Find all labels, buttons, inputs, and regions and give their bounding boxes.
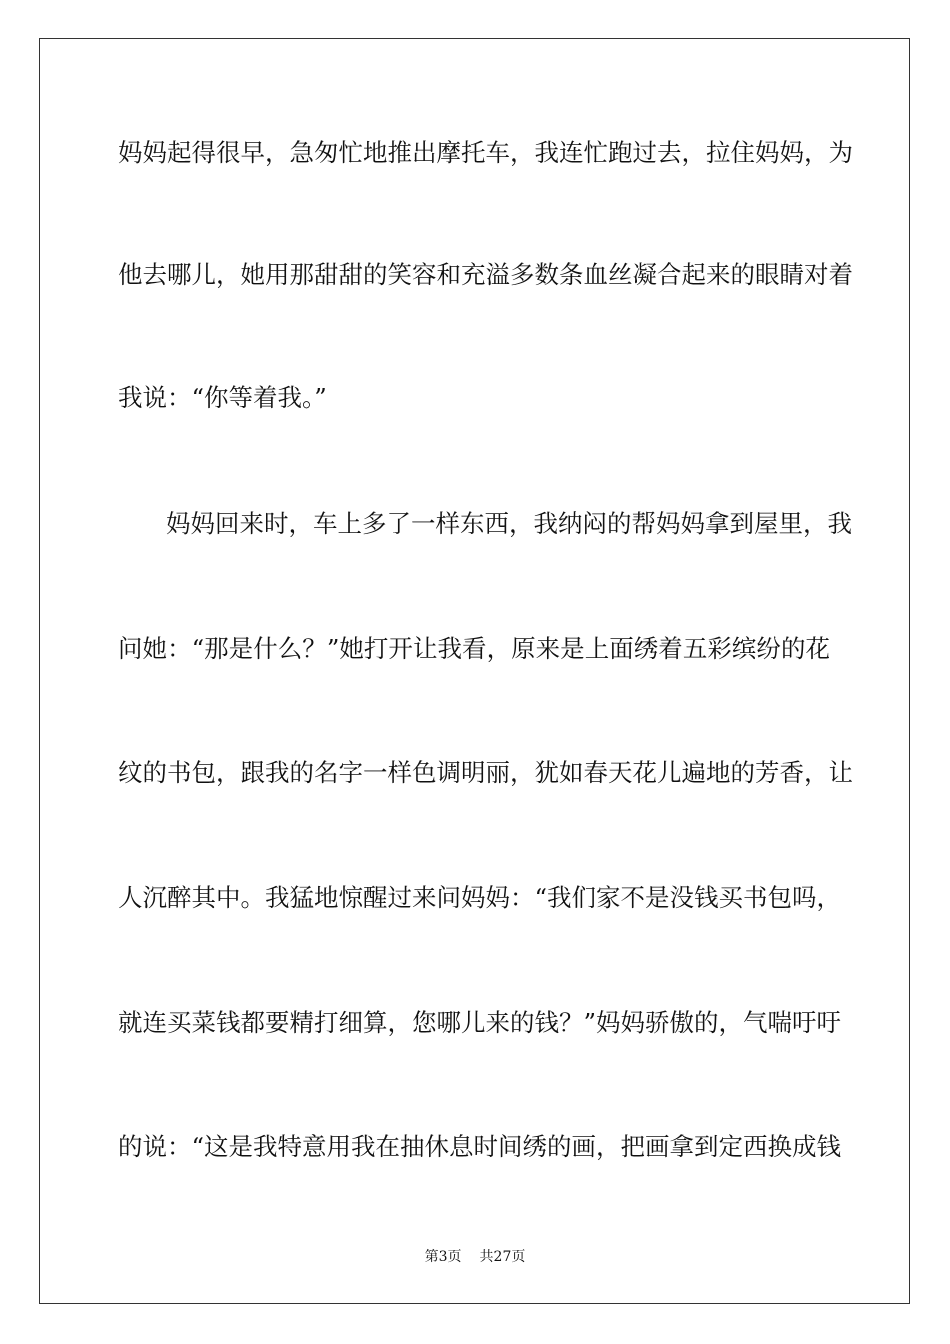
page-total: 共27页 <box>479 1249 526 1265</box>
paragraph-line-8: 就连买菜钱都要精打细算，您哪儿来的钱？”妈妈骄傲的，气喘吁吁 <box>118 1008 842 1037</box>
paragraph-line-6: 纹的书包，跟我的名字一样色调明丽，犹如春天花儿遍地的芳香，让 <box>118 758 853 787</box>
paragraph-line-7: 人沉醉其中。我猛地惊醒过来问妈妈：“我们家不是没钱买书包吗， <box>118 883 842 912</box>
paragraph-line-9: 的说：“这是我特意用我在抽休息时间绣的画，把画拿到定西换成钱 <box>118 1132 842 1161</box>
paragraph-line-2: 他去哪儿，她用那甜甜的笑容和充溢多数条血丝凝合起来的眼睛对着 <box>118 260 853 289</box>
paragraph-line-1: 妈妈起得很早，急匆忙地推出摩托车，我连忙跑过去，拉住妈妈，为 <box>118 138 853 167</box>
paragraph-line-4: 妈妈回来时，车上多了一样东西，我纳闷的帮妈妈拿到屋里，我 <box>166 509 852 538</box>
page-number: 第3页 <box>424 1249 462 1265</box>
paragraph-line-3: 我说：“你等着我。” <box>118 383 327 412</box>
page-footer <box>0 1248 950 1266</box>
paragraph-line-5: 问她：“那是什么？”她打开让我看，原来是上面绣着五彩缤纷的花 <box>118 634 830 663</box>
page-border <box>39 38 910 1304</box>
